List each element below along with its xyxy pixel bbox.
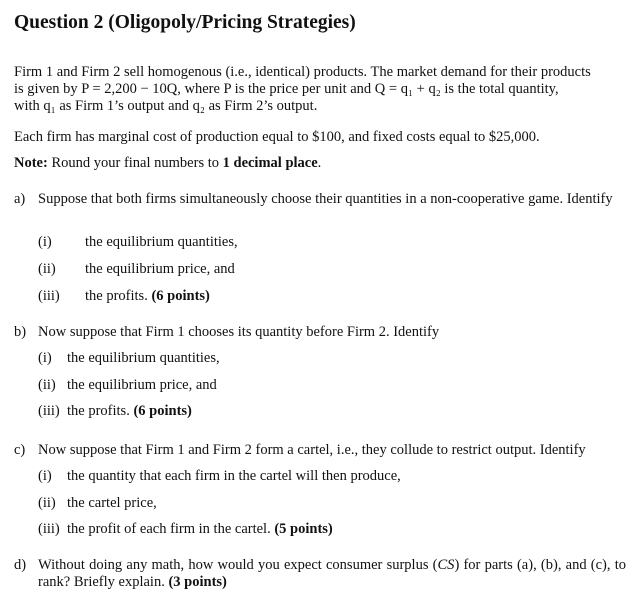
intro-line-2: is given by P = 2,200 − 10Q, where P is the price per unit and Q = q₁ + q₂ is the total quantity, xyxy=(14,81,559,97)
part-a-points: (6 points) xyxy=(151,288,210,304)
part-c-item-2-num: (ii) xyxy=(38,495,56,511)
note-text: Round your final numbers to xyxy=(47,155,223,171)
part-a-item-3-num: (iii) xyxy=(38,288,60,304)
part-c-item-2-text: the cartel price, xyxy=(67,495,157,511)
note-paragraph xyxy=(14,155,626,172)
intro-line-3: with q₁ as Firm 1’s output and q₂ as Firm 2’s output. xyxy=(14,98,318,114)
part-a-item-2-num: (ii) xyxy=(38,261,56,277)
part-c-item-3-num: (iii) xyxy=(38,521,60,537)
part-b-item-3-num: (iii) xyxy=(38,403,60,419)
intro-line-1: Firm 1 and Firm 2 sell homogenous (i.e., identical) products. The market demand for their products xyxy=(14,64,591,80)
part-b-item-3-text: the profits. xyxy=(67,403,134,419)
intro-paragraph xyxy=(14,64,626,115)
part-b-item-1-text: the equilibrium quantities, xyxy=(67,350,220,366)
part-b-label: b) xyxy=(14,324,27,340)
question-title: Question 2 (Oligopoly/Pricing Strategies) xyxy=(14,12,356,33)
part-b-item-2-num: (ii) xyxy=(38,377,56,393)
part-c-label: c) xyxy=(14,442,26,458)
part-b-item-1-num: (i) xyxy=(38,350,52,366)
part-d-text-before: Without doing any math, how would you expect consumer surplus ( xyxy=(38,557,438,573)
note-end: . xyxy=(317,155,322,171)
part-c-item-3-text: the profit of each firm in the cartel. xyxy=(67,521,275,537)
part-d-text xyxy=(38,557,626,591)
part-c-points: (5 points) xyxy=(274,521,333,537)
part-d-cs: CS xyxy=(437,557,455,573)
part-b-item-2-text: the equilibrium price, and xyxy=(67,377,217,393)
part-a-label: a) xyxy=(14,191,26,207)
note-bold: 1 decimal place xyxy=(222,155,318,171)
part-d-text-after: ) for parts (a), (b), and (c), to rank? Briefly explain. xyxy=(38,557,626,590)
part-a-text: Suppose that both firms simultaneously choose their quantities in a non-cooperative game. Identify xyxy=(38,191,613,207)
note-label: Note: xyxy=(14,155,48,171)
part-a-item-1-text: the equilibrium quantities, xyxy=(85,234,238,250)
part-d-label: d) xyxy=(14,557,27,573)
part-c-item-1-text: the quantity that each firm in the cartel will then produce, xyxy=(67,468,401,484)
cost-paragraph: Each firm has marginal cost of production equal to $100, and fixed costs equal to $25,000. xyxy=(14,129,540,145)
part-a-item-3-text: the profits. xyxy=(85,288,152,304)
part-d-points: (3 points) xyxy=(168,574,227,590)
part-a-item-2-text: the equilibrium price, and xyxy=(85,261,235,277)
part-a-item-1-num: (i) xyxy=(38,234,52,250)
part-c-text: Now suppose that Firm 1 and Firm 2 form a cartel, i.e., they collude to restrict output. Identify xyxy=(38,442,586,458)
part-b-points: (6 points) xyxy=(133,403,192,419)
part-c-item-1-num: (i) xyxy=(38,468,52,484)
part-b-text: Now suppose that Firm 1 chooses its quantity before Firm 2. Identify xyxy=(38,324,440,340)
